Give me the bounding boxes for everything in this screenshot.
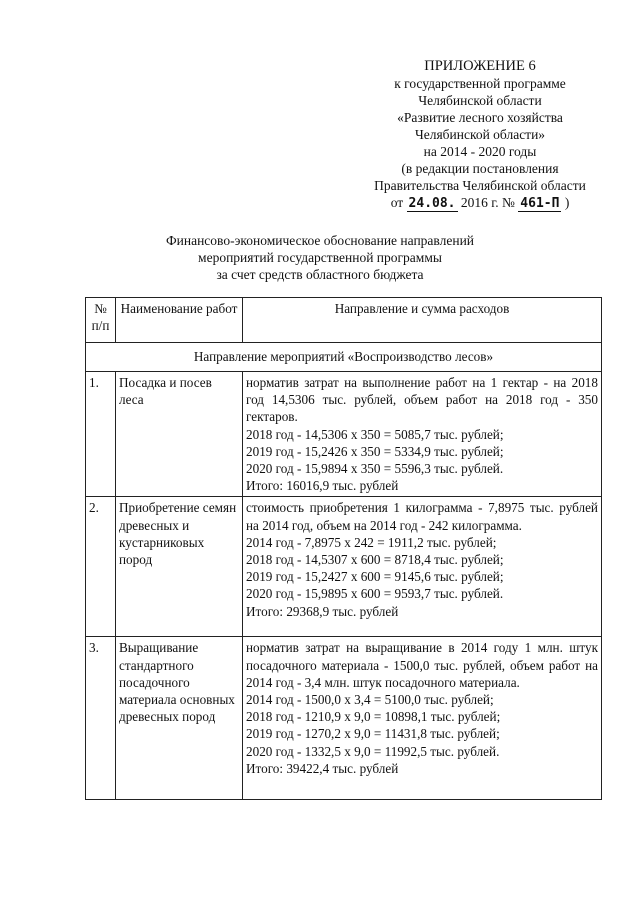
date-suffix: ) [564, 195, 570, 210]
row-name: Посадка и посев леса [116, 372, 243, 497]
row-num: 3. [86, 637, 116, 800]
table-row [86, 372, 602, 497]
document-title [110, 232, 530, 283]
header-direction: Направление и сумма расходов [243, 298, 602, 343]
budget-table [85, 297, 602, 800]
row-calc-line: 2020 год - 15,9895 х 600 = 9593,7 тыс. рублей. [246, 586, 504, 602]
row-calc-line: 2019 год - 1270,2 х 9,0 = 11431,8 тыс. рублей; [246, 726, 500, 742]
handwritten-date: 24.08. [408, 196, 456, 211]
date-year: 2016 г. № [460, 195, 515, 210]
row-name: Приобретение семян древесных и кустарниковых пород [116, 497, 243, 637]
row-calc-line: 2014 год - 1500,0 х 3,4 = 5100,0 тыс. рублей; [246, 692, 494, 708]
table-row [86, 497, 602, 637]
row-intro: стоимость приобретения 1 килограмма - 7,8975 тыс. рублей на 2014 год, объем на 2014 год - 242 килограмма. [246, 500, 598, 533]
row-total: Итого: 16016,9 тыс. рублей [246, 478, 399, 494]
handwritten-number: 461-П [520, 196, 560, 211]
date-prefix: от [390, 195, 404, 210]
row-calc-line: 2018 год - 1210,9 х 9,0 = 10898,1 тыс. рублей; [246, 709, 501, 725]
appendix-date-line [330, 194, 630, 212]
appendix-title: ПРИЛОЖЕНИЕ 6 [424, 58, 536, 74]
appendix-line-4: Челябинской области» [414, 127, 546, 142]
section-row [86, 343, 602, 372]
appendix-header [330, 58, 630, 212]
appendix-line-3: «Развитие лесного хозяйства [397, 110, 563, 125]
row-description [243, 372, 602, 497]
row-calc-line: 2020 год - 15,9894 х 350 = 5596,3 тыс. рублей. [246, 461, 504, 477]
table-header-row [86, 298, 602, 343]
header-num: № п/п [86, 298, 116, 343]
row-description [243, 497, 602, 637]
row-num: 1. [86, 372, 116, 497]
doc-title-line-3: за счет средств областного бюджета [216, 267, 424, 282]
header-name: Наименование работ [116, 298, 243, 343]
section-title: Направление мероприятий «Воспроизводство лесов» [86, 343, 602, 372]
row-calc-line: 2014 год - 7,8975 х 242 = 1911,2 тыс. рублей; [246, 534, 497, 550]
row-intro: норматив затрат на выращивание в 2014 году 1 млн. штук посадочного материала - 1500,0 тыс. рублей, объем работ на 2014 год - 3,4 млн. штук посадочного материала. [246, 640, 598, 690]
row-calc-line: 2020 год - 1332,5 х 9,0 = 11992,5 тыс. рублей. [246, 743, 500, 759]
appendix-line-1: к государственной программе [394, 76, 566, 91]
row-calc-line: 2018 год - 14,5306 х 350 = 5085,7 тыс. рублей; [246, 426, 504, 442]
appendix-line-7: Правительства Челябинской области [374, 178, 586, 193]
appendix-line-2: Челябинской области [418, 93, 542, 108]
row-intro: норматив затрат на выполнение работ на 1 гектар - на 2018 год 14,5306 тыс. рублей, объем работ на 2018 год - 350 гектаров. [246, 375, 598, 425]
row-calc-line: 2019 год - 15,2426 х 350 = 5334,9 тыс. рублей; [246, 443, 504, 459]
row-calc-line: 2018 год - 14,5307 х 600 = 8718,4 тыс. рублей; [246, 552, 504, 568]
doc-title-line-2: мероприятий государственной программы [198, 250, 442, 265]
row-total: Итого: 29368,9 тыс. рублей [246, 603, 399, 619]
appendix-line-6: (в редакции постановления [401, 161, 559, 176]
table-row [86, 637, 602, 800]
appendix-line-5: на 2014 - 2020 годы [423, 144, 537, 159]
row-description [243, 637, 602, 800]
row-name: Выращивание стандартного посадочного материала основных древесных пород [116, 637, 243, 800]
row-total: Итого: 39422,4 тыс. рублей [246, 760, 399, 776]
doc-title-line-1: Финансово-экономическое обоснование направлений [165, 233, 475, 248]
row-num: 2. [86, 497, 116, 637]
row-calc-line: 2019 год - 15,2427 х 600 = 9145,6 тыс. рублей; [246, 569, 504, 585]
